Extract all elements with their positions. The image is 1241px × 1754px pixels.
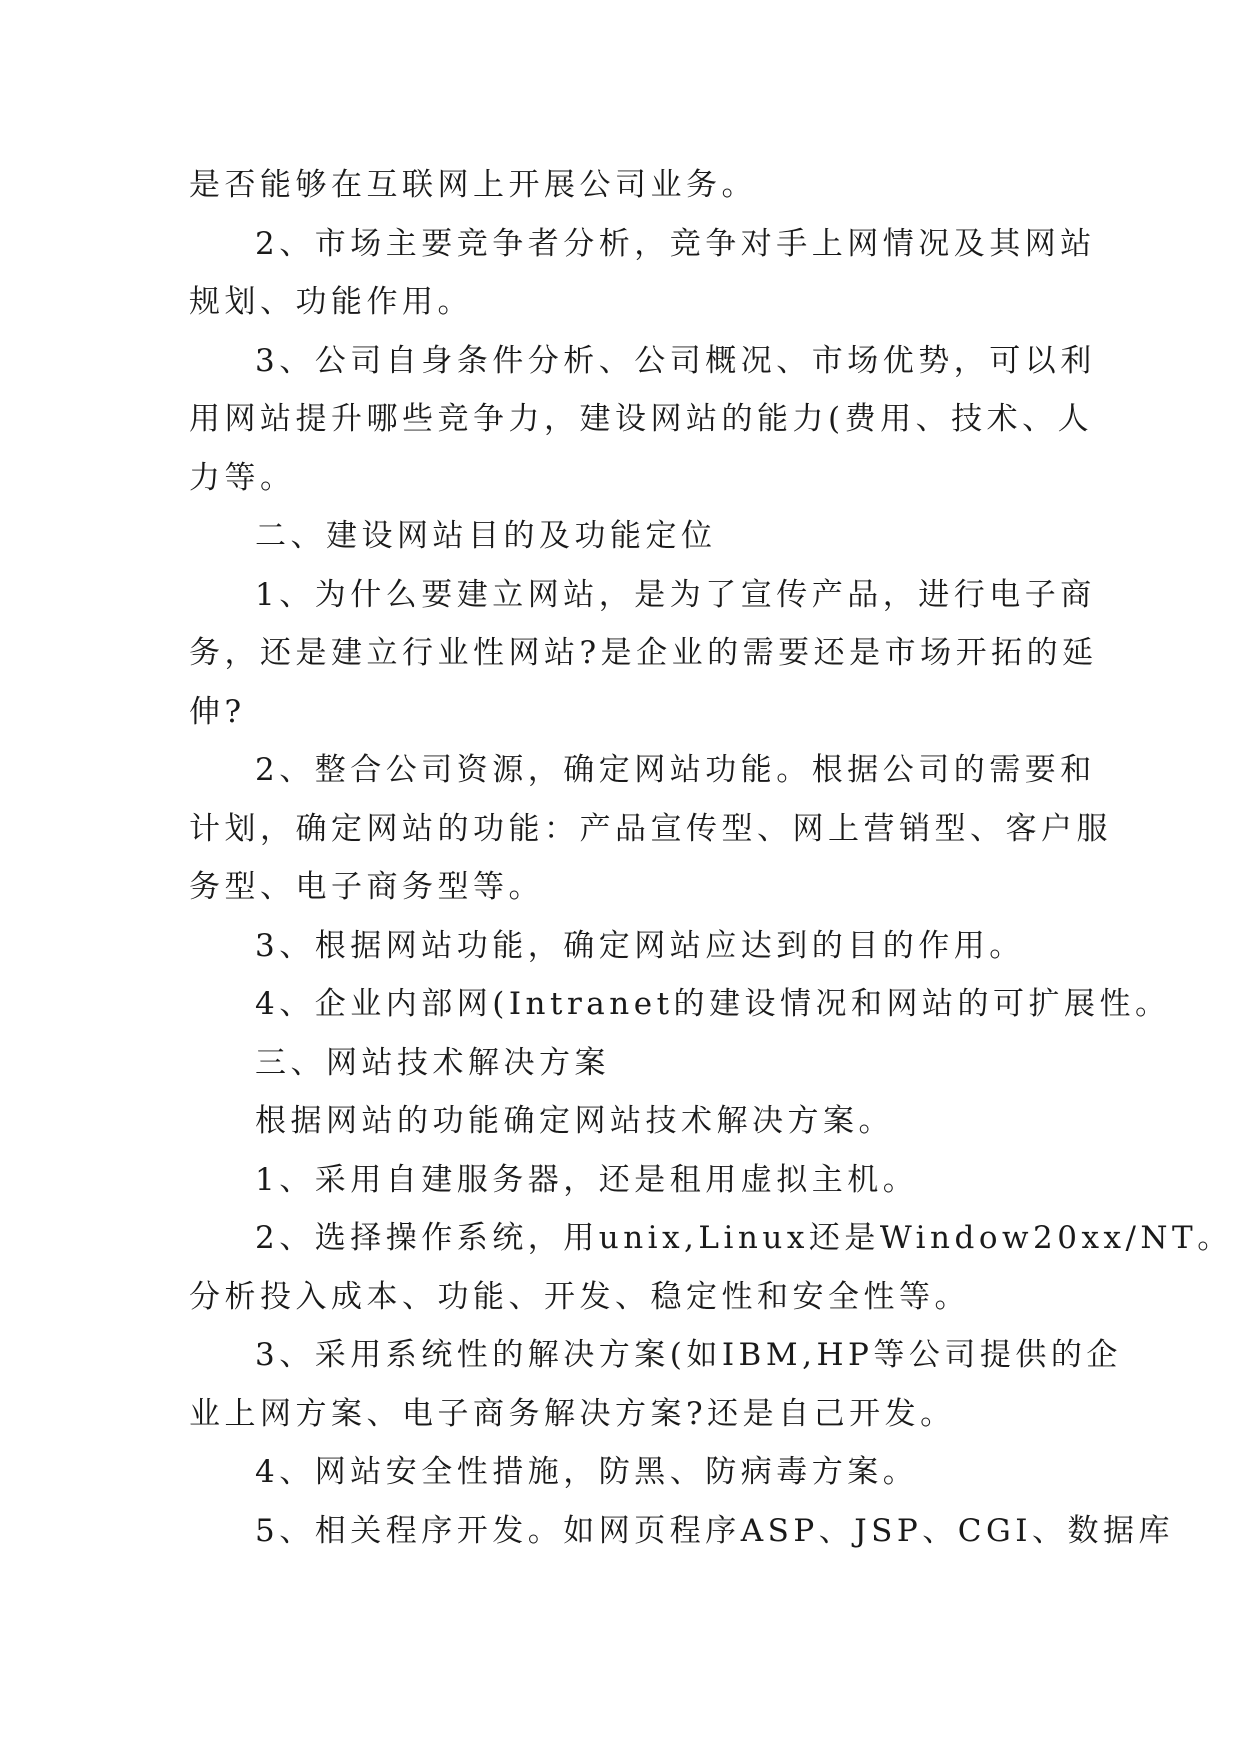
body-text xyxy=(189,156,1233,1560)
text-line: 伸? xyxy=(189,693,246,730)
text-line: 力等。 xyxy=(189,459,296,496)
section-heading: 二、建设网站目的及功能定位 xyxy=(255,518,717,554)
text-line: 1、为什么要建立网站，是为了宣传产品，进行电子商 xyxy=(255,576,1096,613)
text-line: 2、整合公司资源，确定网站功能。根据公司的需要和 xyxy=(255,752,1096,788)
text-line: 3、采用系统性的解决方案(如IBM,HP等公司提供的企 xyxy=(255,1337,1122,1373)
text-line: 3、根据网站功能，确定网站应达到的目的作用。 xyxy=(255,927,1025,964)
text-line: 务，还是建立行业性网站?是企业的需要还是市场开拓的延 xyxy=(189,635,1098,671)
text-line: 1、采用自建服务器，还是租用虚拟主机。 xyxy=(255,1161,919,1198)
text-line: 5、相关程序开发。如网页程序ASP、JSP、CGI、数据库 xyxy=(255,1512,1174,1549)
text-line: 分析投入成本、功能、开发、稳定性和安全性等。 xyxy=(189,1278,970,1315)
text-line: 务型、电子商务型等。 xyxy=(189,869,544,905)
text-line: 2、选择操作系统，用unix,Linux还是Window20xx/NT。 xyxy=(255,1220,1233,1256)
text-line: 规划、功能作用。 xyxy=(189,284,473,320)
text-line: 2、市场主要竞争者分析，竞争对手上网情况及其网站 xyxy=(255,225,1096,262)
text-line: 4、网站安全性措施，防黑、防病毒方案。 xyxy=(255,1454,919,1490)
text-line: 计划，确定网站的功能：产品宣传型、网上营销型、客户服 xyxy=(189,810,1112,847)
text-line: 4、企业内部网(Intranet的建设情况和网站的可扩展性。 xyxy=(255,986,1171,1022)
text-line: 根据网站的功能确定网站技术解决方案。 xyxy=(255,1103,894,1139)
text-line: 是否能够在互联网上开展公司业务。 xyxy=(189,167,757,203)
text-line: 3、公司自身条件分析、公司概况、市场优势，可以利 xyxy=(255,342,1096,379)
text-line: 业上网方案、电子商务解决方案?还是自己开发。 xyxy=(189,1395,956,1432)
text-line: 用网站提升哪些竞争力，建设网站的能力(费用、技术、人 xyxy=(189,401,1094,437)
section-heading: 三、网站技术解决方案 xyxy=(255,1044,610,1081)
